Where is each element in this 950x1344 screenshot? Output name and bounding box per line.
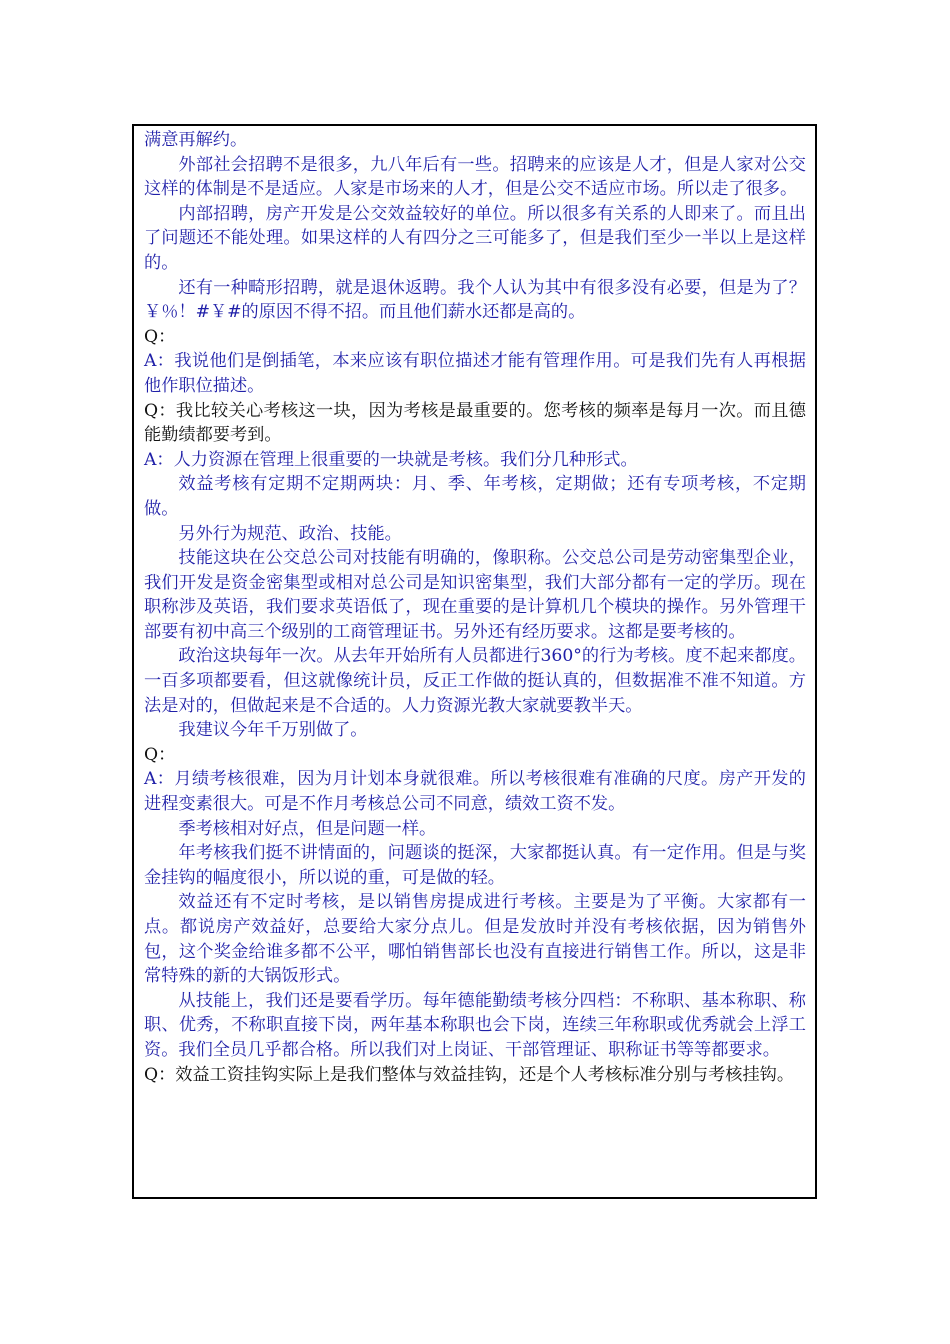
paragraph-16: 季考核相对好点，但是问题一样。 xyxy=(178,818,437,839)
paragraph-10: 另外行为规范、政治、技能。 xyxy=(178,523,402,544)
paragraph-11: 技能这块在公交总公司对技能有明确的，像职称。公交总公司是劳动密集型企业，我们开发是资金密集型或相对总公司是知识密集型，我们大部分都有一定的学历。现在职称涉及英语，我们要求英语低了，现在重要的是计算机几个模块的操作。另外管理干部要有初中高三个级别的工商管理证书。另外还有经历要求。这都是要考核的。 xyxy=(144,548,806,642)
paragraph-18: 效益还有不定时考核，是以销售房提成进行考核。主要是为了平衡。大家都有一点。都说房产效益好，总要给大家分点儿。但是发放时并没有考核依据，因为销售外包，这个奖金给谁多都不公平，哪怕销售部长也没有直接进行销售工作。所以，这是非常特殊的新的大锅饭形式。 xyxy=(144,892,806,987)
document-frame xyxy=(132,124,817,1199)
question-1: Q： xyxy=(144,326,176,347)
paragraph-17: 年考核我们挺不讲情面的，问题谈的挺深，大家都挺认真。有一定作用。但是与奖金挂钩的幅度很小，所以说的重，可是做的轻。 xyxy=(144,843,806,888)
paragraph-2: 外部社会招聘不是很多，九八年后有一些。招聘来的应该是人才，但是人家对公交这样的体制是不是适应。人家是市场来的人才，但是公交不适应市场。所以走了很多。 xyxy=(144,154,806,200)
paragraph-3: 内部招聘，房产开发是公交效益较好的单位。所以很多有关系的人即来了。而且出了问题还不能处理。如果这样的人有四分之三可能多了，但是我们至少一半以上是这样的。 xyxy=(144,203,806,273)
answer-2: A：人力资源在管理上很重要的一块就是考核。我们分几种形式。 xyxy=(144,449,638,470)
question-4: Q：效益工资挂钩实际上是我们整体与效益挂钩，还是个人考核标准分别与考核挂钩。 xyxy=(144,1064,795,1085)
answer-3: A：月绩考核很难，因为月计划本身就很难。所以考核很难有准确的尺度。房产开发的进程变素很大。可是不作月考核总公司不同意，绩效工资不发。 xyxy=(144,769,806,815)
question-2: Q：我比较关心考核这一块，因为考核是最重要的。您考核的频率是每月一次。而且德能勤绩都要考到。 xyxy=(144,400,806,446)
paragraph-13: 我建议今年千万别做了。 xyxy=(178,720,368,741)
question-3: Q： xyxy=(144,744,176,765)
paragraph-12: 政治这块每年一次。从去年开始所有人员都进行360°的行为考核。度不起来都度。一百多项都要看，但这就像统计员，反正工作做的挺认真的，但数据准不准不知道。方法是对的，但做起来是不合适的。人力资源光教大家就要教半天。 xyxy=(144,646,806,716)
paragraph-19: 从技能上，我们还是要看学历。每年德能勤绩考核分四档：不称职、基本称职、称职、优秀，不称职直接下岗，两年基本称职也会下岗，连续三年称职或优秀就会上浮工资。我们全员几乎都合格。所以我们对上岗证、干部管理证、职称证书等等都要求。 xyxy=(144,990,806,1060)
paragraph-1: 满意再解约。 xyxy=(144,130,248,150)
paragraph-9: 效益考核有定期不定期两块：月、季、年考核，定期做；还有专项考核，不定期做。 xyxy=(144,474,806,519)
answer-1: A：我说他们是倒插笔，本来应该有职位描述才能有管理作用。可是我们先有人再根据他作职位描述。 xyxy=(144,351,806,396)
paragraph-4: 还有一种畸形招聘，就是退休返聘。我个人认为其中有很多没有必要，但是为了？￥％！#￥#的原因不得不招。而且他们薪水还都是高的。 xyxy=(144,277,806,323)
